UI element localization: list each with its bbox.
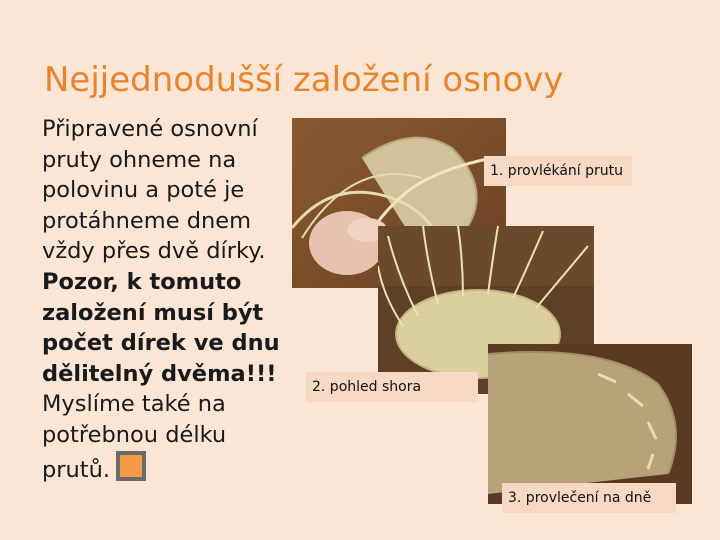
photo-bottom-view <box>488 344 692 504</box>
slide-title: Nejjednodušší založení osnovy <box>44 60 564 100</box>
paragraph-warning: Pozor, k tomuto založení musí být počet dírek ve dnu dělitelný dvěma!!! <box>42 268 280 387</box>
caption-top-view: 2. pohled shora <box>306 372 478 402</box>
paragraph-length <box>42 389 282 485</box>
body-text <box>42 114 282 485</box>
caption-threading: 1. provlékání prutu <box>484 156 632 186</box>
caption-bottom-view: 3. provlečení na dně <box>502 483 676 513</box>
paragraph-intro: Připravené osnovní pruty ohneme na polovinu a poté je protáhneme dnem vždy přes dvě dírky. <box>42 116 266 265</box>
paragraph-length-text: Myslíme také na potřebnou délku prutů. <box>42 391 227 483</box>
orange-square-icon <box>116 451 146 481</box>
